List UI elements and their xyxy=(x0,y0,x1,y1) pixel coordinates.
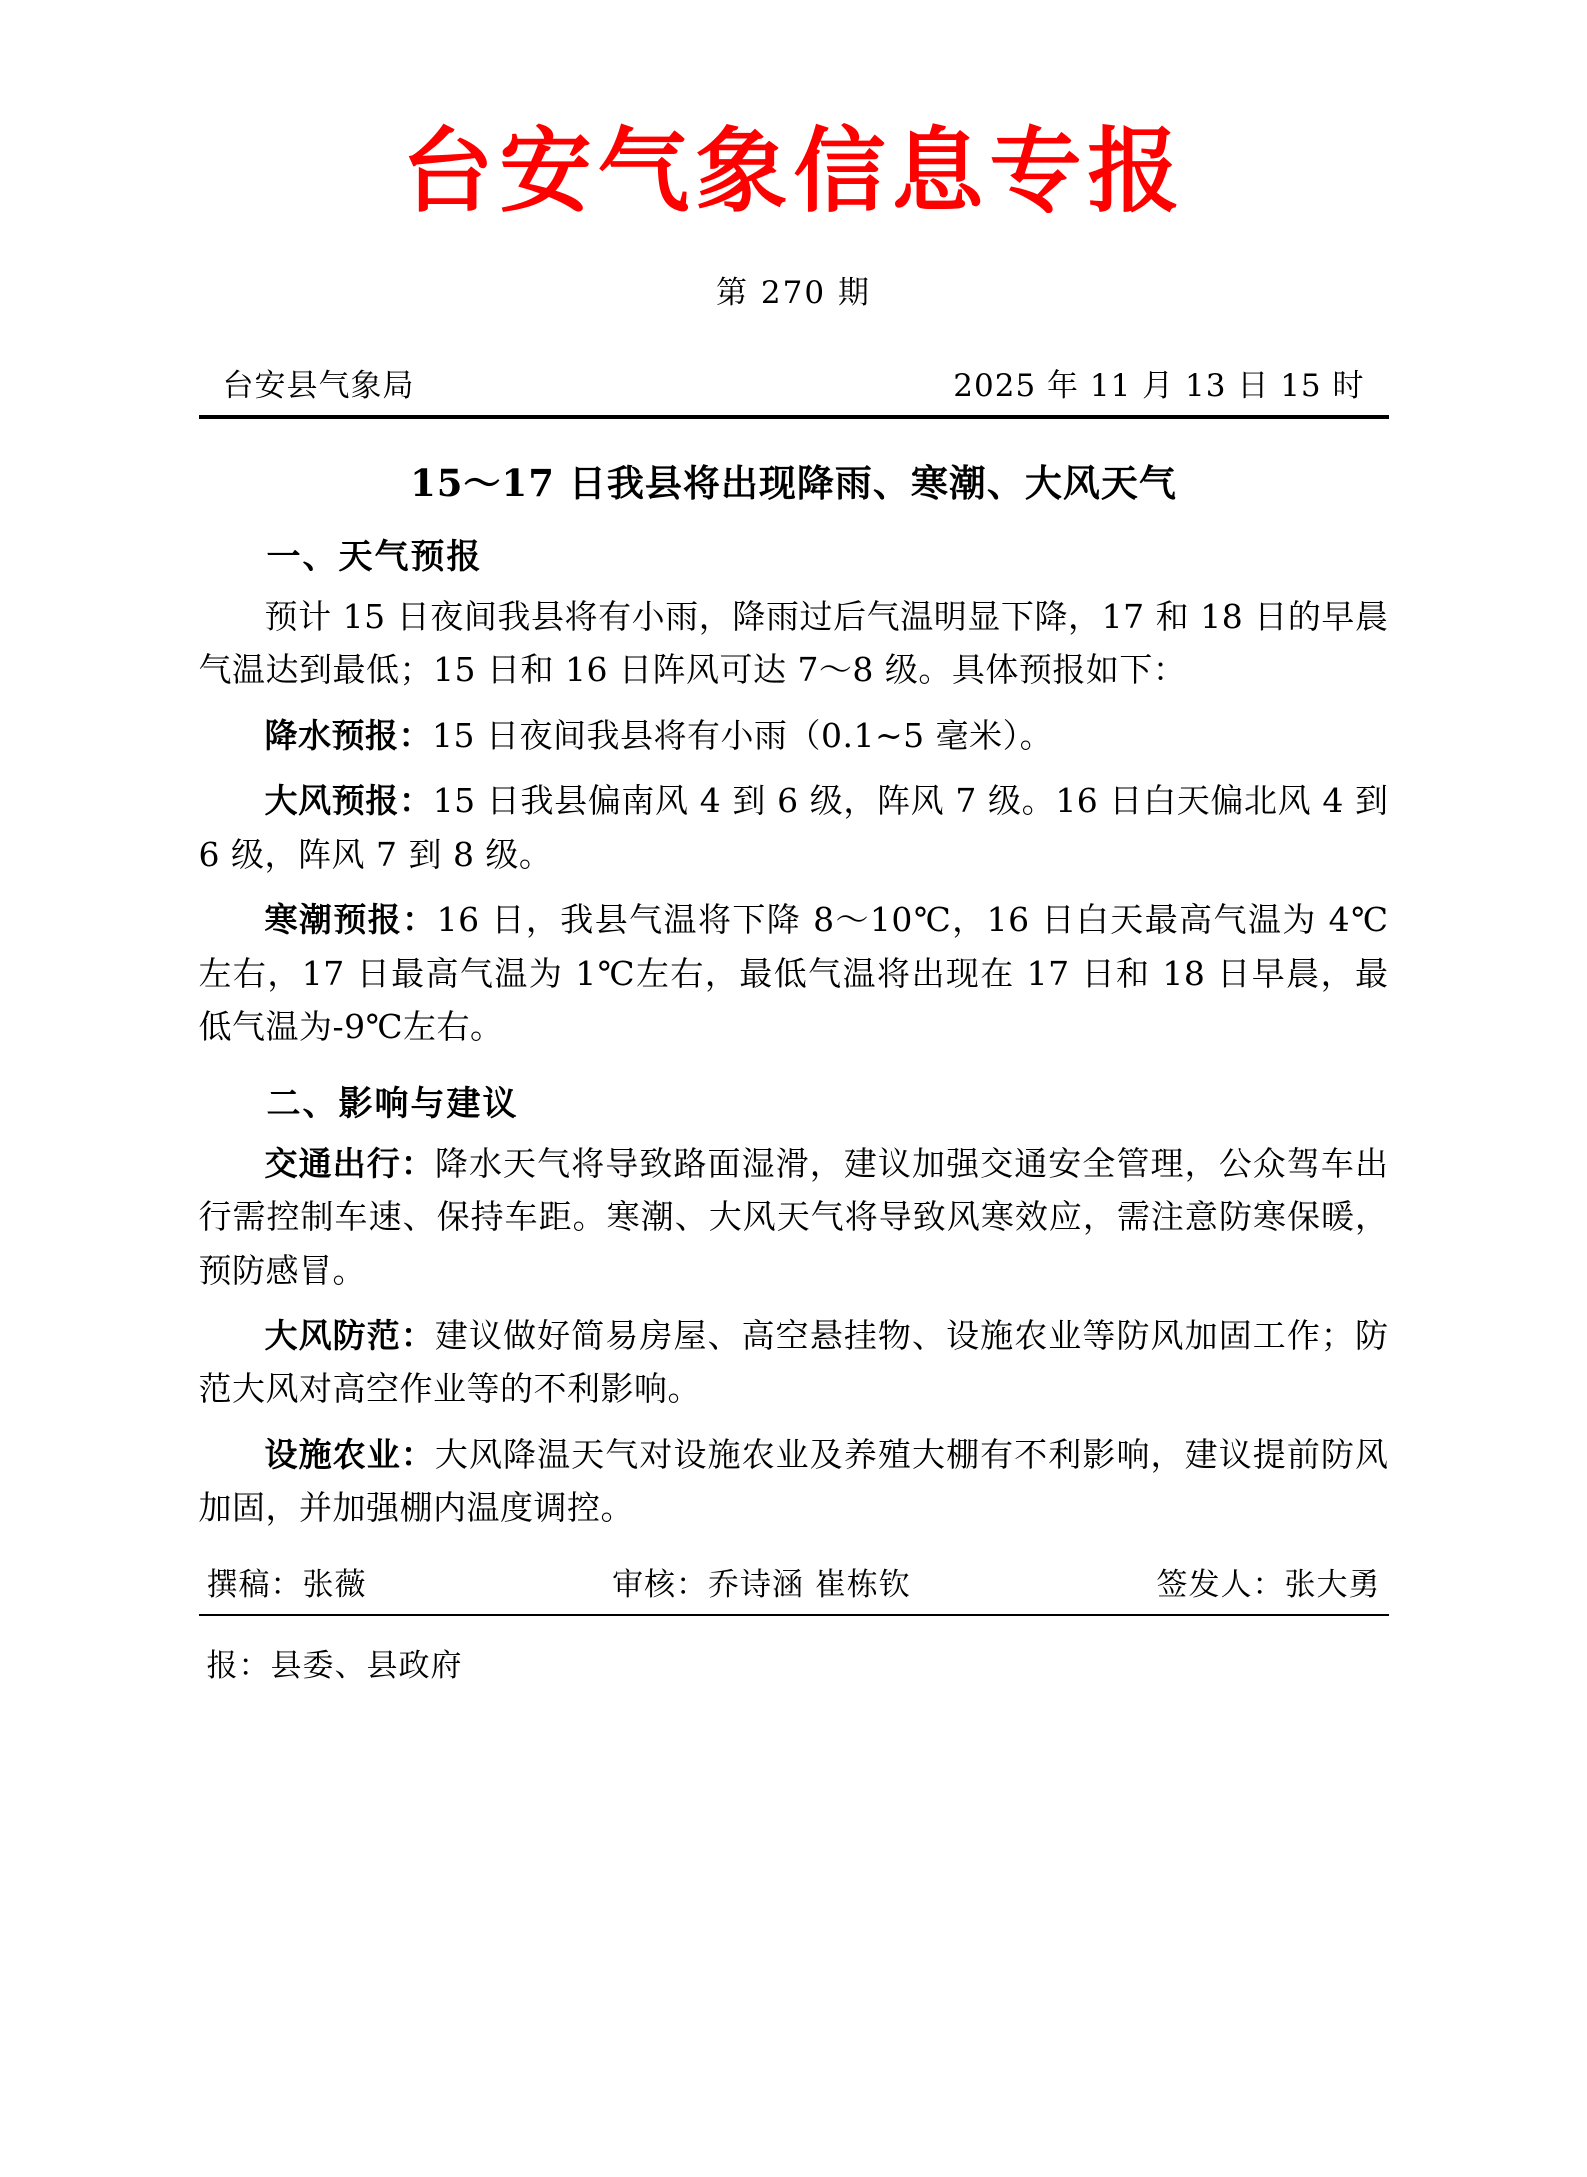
page-title: 15～17 日我县将出现降雨、寒潮、大风天气 xyxy=(410,461,1177,506)
paragraph-lead: 交通出行： xyxy=(264,1143,435,1183)
paragraph-lead: 大风防范： xyxy=(264,1316,435,1356)
paragraph-text: 16 日，我县气温将下降 8～10℃，16 日白天最高气温为 4℃左右，17 日最高气温为 1℃左右，最低气温将出现在 17 日和 18 日早晨，最低气温为-9℃左右。 xyxy=(198,900,1389,1047)
paragraph-text: 15 日夜间我县将有小雨（0.1~5 毫米）。 xyxy=(432,715,1054,755)
header-divider xyxy=(199,415,1389,419)
section-heading-1: 一、天气预报 xyxy=(266,537,483,578)
paragraph-precipitation xyxy=(199,709,1389,762)
paragraph-lead: 寒潮预报： xyxy=(264,900,437,940)
signoff-author: 撰稿：张薇 xyxy=(206,1566,367,1603)
issuing-office: 台安县气象局 xyxy=(222,368,415,405)
paragraph-lead: 降水预报： xyxy=(264,715,432,755)
signoff-row xyxy=(199,1559,1389,1604)
paragraph-lead: 设施农业： xyxy=(264,1434,435,1474)
section-heading-2: 二、影响与建议 xyxy=(266,1083,519,1124)
paragraph-traffic xyxy=(199,1137,1389,1297)
paragraph-agriculture xyxy=(199,1428,1389,1535)
masthead-meta xyxy=(199,360,1389,405)
signoff-approver: 签发人：张大勇 xyxy=(1156,1566,1381,1603)
paragraph-cold-wave xyxy=(199,893,1389,1053)
paragraph-lead: 大风预报： xyxy=(264,781,433,821)
paragraph-text: 降水天气将导致路面湿滑，建议加强交通安全管理，公众驾车出行需控制车速、保持车距。寒潮、大风天气将导致风寒效应，需注意防寒保暖，预防感冒。 xyxy=(198,1143,1389,1290)
issue-datetime: 2025 年 11 月 13 日 15 时 xyxy=(953,368,1365,405)
paragraph-text: 预计 15 日夜间我县将有小雨，降雨过后气温明显下降，17 和 18 日的早晨气温达到最低；15 日和 16 日阵风可达 7～8 级。具体预报如下： xyxy=(198,597,1389,690)
paragraph-forecast-overview xyxy=(199,590,1389,697)
distribution-note: 报：县委、县政府 xyxy=(206,1647,463,1684)
masthead-title: 台安气象信息专报 xyxy=(401,118,1186,225)
paragraph-text: 大风降温天气对设施农业及养殖大棚有不利影响，建议提前防风加固，并加强棚内温度调控。 xyxy=(198,1434,1389,1528)
issue-number: 第 270 期 xyxy=(716,275,871,312)
footer-divider xyxy=(199,1614,1389,1616)
paragraph-wind-prevention xyxy=(199,1309,1389,1416)
paragraph-text: 建议做好简易房屋、高空悬挂物、设施农业等防风加固工作；防范大风对高空作业等的不利影响。 xyxy=(198,1316,1389,1409)
paragraph-text: 15 日我县偏南风 4 到 6 级，阵风 7 级。16 日白天偏北风 4 到 6 级，阵风 7 到 8 级。 xyxy=(198,781,1389,874)
signoff-reviewers: 审核：乔诗涵 崔栋钦 xyxy=(612,1566,911,1603)
paragraph-wind xyxy=(199,774,1389,881)
document-body xyxy=(199,0,1389,1685)
